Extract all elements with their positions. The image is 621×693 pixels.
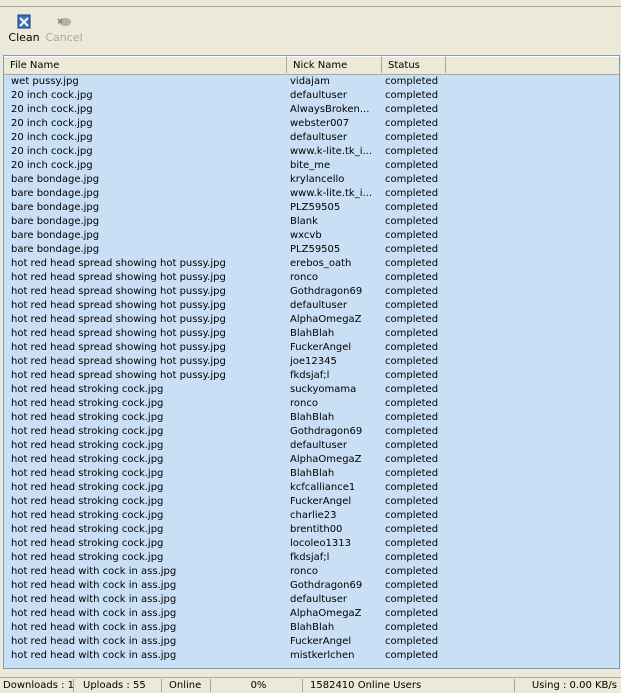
table-row[interactable] (4, 369, 619, 383)
status-cell: completed (385, 538, 439, 549)
status-cell: completed (385, 524, 439, 535)
progress-percent: 0% (215, 679, 303, 692)
table-row[interactable] (4, 551, 619, 565)
table-row[interactable] (4, 523, 619, 537)
status-cell: completed (385, 118, 439, 129)
status-cell: completed (385, 328, 439, 339)
file-name-cell: hot red head stroking cock.jpg (11, 496, 164, 507)
table-row[interactable] (4, 635, 619, 649)
nick-name-cell: BlahBlah (290, 622, 335, 633)
table-row[interactable] (4, 649, 619, 663)
table-row[interactable] (4, 355, 619, 369)
table-row[interactable] (4, 187, 619, 201)
nick-name-cell: krylancello (290, 174, 345, 185)
table-row[interactable] (4, 341, 619, 355)
status-cell: completed (385, 454, 439, 465)
status-cell: completed (385, 552, 439, 563)
table-row[interactable] (4, 467, 619, 481)
status-cell: completed (385, 622, 439, 633)
nick-name-cell: kcfcalliance1 (290, 482, 356, 493)
status-cell: completed (385, 202, 439, 213)
status-cell: completed (385, 244, 439, 255)
bandwidth-usage: Using : 0.00 KB/s (531, 680, 617, 691)
uploads-count: Uploads : 55 (80, 679, 162, 692)
file-name-cell: hot red head with cock in ass.jpg (11, 622, 177, 633)
file-name-cell: hot red head spread showing hot pussy.jpg (11, 300, 226, 311)
status-cell: completed (385, 160, 439, 171)
table-row[interactable] (4, 565, 619, 579)
list-rows (4, 75, 619, 663)
file-name-cell: hot red head spread showing hot pussy.jpg (11, 314, 226, 325)
nick-name-cell: locoleo1313 (290, 538, 352, 549)
nick-name-cell: vidajam (290, 76, 330, 87)
status-cell: completed (385, 412, 439, 423)
nick-name-cell: www.k-lite.tk_i... (290, 146, 373, 157)
file-name-cell: bare bondage.jpg (11, 174, 100, 185)
status-cell: completed (385, 356, 439, 367)
table-row[interactable] (4, 75, 619, 89)
table-row[interactable] (4, 285, 619, 299)
table-row[interactable] (4, 271, 619, 285)
file-name-cell: 20 inch cock.jpg (11, 132, 93, 143)
status-cell: completed (385, 90, 439, 101)
nick-name-cell: ronco (290, 398, 318, 409)
file-name-cell: hot red head stroking cock.jpg (11, 398, 164, 409)
status-cell: completed (385, 314, 439, 325)
table-row[interactable] (4, 537, 619, 551)
cancel-button[interactable] (44, 12, 84, 48)
status-cell: completed (385, 608, 439, 619)
status-cell: completed (385, 272, 439, 283)
status-bar (0, 677, 621, 693)
status-cell: completed (385, 76, 439, 87)
file-name-cell: hot red head stroking cock.jpg (11, 440, 164, 451)
status-cell: completed (385, 440, 439, 451)
downloads-count: Downloads : 1 (0, 679, 74, 692)
cancel-icon (55, 14, 73, 30)
file-name-cell: 20 inch cock.jpg (11, 160, 93, 171)
cancel-label: Cancel (45, 31, 83, 44)
file-name-cell: hot red head spread showing hot pussy.jpg (11, 272, 226, 283)
clean-icon (15, 14, 33, 30)
table-row[interactable] (4, 453, 619, 467)
nick-name-cell: Blank (290, 216, 318, 227)
file-name-cell: hot red head with cock in ass.jpg (11, 566, 177, 577)
status-cell: completed (385, 174, 439, 185)
column-header-empty (446, 56, 619, 73)
file-name-cell: hot red head spread showing hot pussy.jpg (11, 286, 226, 297)
table-row[interactable] (4, 173, 619, 187)
table-row[interactable] (4, 383, 619, 397)
nick-name-cell: BlahBlah (290, 412, 335, 423)
table-row[interactable] (4, 593, 619, 607)
table-row[interactable] (4, 481, 619, 495)
table-row[interactable] (4, 313, 619, 327)
file-name-cell: hot red head stroking cock.jpg (11, 482, 164, 493)
nick-name-cell: PLZ59505 (290, 202, 341, 213)
table-row[interactable] (4, 579, 619, 593)
file-name-cell: hot red head spread showing hot pussy.jpg (11, 356, 226, 367)
nick-name-cell: AlwaysBroken... (290, 104, 370, 115)
nick-name-cell: Gothdragon69 (290, 286, 363, 297)
nick-name-cell: FuckerAngel (290, 636, 352, 647)
table-row[interactable] (4, 397, 619, 411)
nick-name-cell: joe12345 (290, 356, 337, 367)
status-cell: completed (385, 132, 439, 143)
file-name-cell: hot red head with cock in ass.jpg (11, 608, 177, 619)
nick-name-cell: BlahBlah (290, 468, 335, 479)
nick-name-cell: bite_me (290, 160, 331, 171)
online-users: 1582410 Online Users (307, 679, 515, 692)
nick-name-cell: ronco (290, 566, 318, 577)
file-name-cell: bare bondage.jpg (11, 230, 100, 241)
nick-name-cell: defaultuser (290, 594, 347, 605)
status-cell: completed (385, 650, 439, 661)
status-cell: completed (385, 146, 439, 157)
file-name-cell: 20 inch cock.jpg (11, 146, 93, 157)
table-row[interactable] (4, 229, 619, 243)
table-row[interactable] (4, 495, 619, 509)
table-row[interactable] (4, 145, 619, 159)
table-row[interactable] (4, 607, 619, 621)
status-cell: completed (385, 636, 439, 647)
status-cell: completed (385, 482, 439, 493)
file-name-cell: hot red head spread showing hot pussy.jpg (11, 258, 226, 269)
file-name-cell: wet pussy.jpg (11, 76, 79, 87)
file-name-cell: 20 inch cock.jpg (11, 90, 93, 101)
file-name-cell: hot red head stroking cock.jpg (11, 412, 164, 423)
clean-label: Clean (8, 31, 40, 44)
table-row[interactable] (4, 117, 619, 131)
column-header-nick-name[interactable]: Nick Name (287, 56, 382, 73)
nick-name-cell: Gothdragon69 (290, 426, 363, 437)
status-cell: completed (385, 566, 439, 577)
nick-name-cell: fkdsjaf;l (290, 552, 330, 563)
nick-name-cell: brentith00 (290, 524, 343, 535)
file-name-cell: hot red head with cock in ass.jpg (11, 580, 177, 591)
status-cell: completed (385, 188, 439, 199)
nick-name-cell: erebos_oath (290, 258, 352, 269)
nick-name-cell: AlphaOmegaZ (290, 454, 362, 465)
table-row[interactable] (4, 621, 619, 635)
status-cell: completed (385, 230, 439, 241)
file-name-cell: 20 inch cock.jpg (11, 118, 93, 129)
nick-name-cell: PLZ59505 (290, 244, 341, 255)
nick-name-cell: FuckerAngel (290, 496, 352, 507)
table-row[interactable] (4, 215, 619, 229)
status-cell: completed (385, 216, 439, 227)
status-cell: completed (385, 342, 439, 353)
connection-status: Online (166, 679, 211, 692)
table-row[interactable] (4, 327, 619, 341)
file-name-cell: hot red head spread showing hot pussy.jpg (11, 342, 226, 353)
status-cell: completed (385, 398, 439, 409)
table-row[interactable] (4, 131, 619, 145)
nick-name-cell: AlphaOmegaZ (290, 314, 362, 325)
file-name-cell: hot red head stroking cock.jpg (11, 454, 164, 465)
window-top-edge (0, 0, 621, 7)
table-row[interactable] (4, 89, 619, 103)
nick-name-cell: AlphaOmegaZ (290, 608, 362, 619)
column-header-file-name[interactable]: File Name (4, 56, 287, 73)
status-cell: completed (385, 496, 439, 507)
file-name-cell: bare bondage.jpg (11, 244, 100, 255)
table-row[interactable] (4, 299, 619, 313)
status-cell: completed (385, 300, 439, 311)
table-row[interactable] (4, 243, 619, 257)
file-name-cell: hot red head stroking cock.jpg (11, 552, 164, 563)
file-name-cell: hot red head stroking cock.jpg (11, 538, 164, 549)
table-row[interactable] (4, 425, 619, 439)
status-cell: completed (385, 286, 439, 297)
nick-name-cell: webster007 (290, 118, 350, 129)
status-cell: completed (385, 104, 439, 115)
file-name-cell: hot red head stroking cock.jpg (11, 524, 164, 535)
table-row[interactable] (4, 257, 619, 271)
nick-name-cell: defaultuser (290, 300, 347, 311)
nick-name-cell: defaultuser (290, 132, 347, 143)
file-name-cell: bare bondage.jpg (11, 202, 100, 213)
nick-name-cell: Gothdragon69 (290, 580, 363, 591)
file-name-cell: hot red head spread showing hot pussy.jpg (11, 328, 226, 339)
nick-name-cell: fkdsjaf;l (290, 370, 330, 381)
nick-name-cell: defaultuser (290, 440, 347, 451)
table-row[interactable] (4, 103, 619, 117)
column-header-status[interactable]: Status (382, 56, 446, 73)
toolbar (0, 7, 621, 49)
file-name-cell: hot red head stroking cock.jpg (11, 510, 164, 521)
status-cell: completed (385, 384, 439, 395)
status-cell: completed (385, 510, 439, 521)
nick-name-cell: BlahBlah (290, 328, 335, 339)
file-name-cell: hot red head stroking cock.jpg (11, 468, 164, 479)
status-cell: completed (385, 370, 439, 381)
file-name-cell: bare bondage.jpg (11, 216, 100, 227)
table-row[interactable] (4, 509, 619, 523)
table-row[interactable] (4, 411, 619, 425)
table-row[interactable] (4, 439, 619, 453)
list-header (4, 56, 619, 75)
table-row[interactable] (4, 159, 619, 173)
file-name-cell: hot red head with cock in ass.jpg (11, 650, 177, 661)
status-cell: completed (385, 258, 439, 269)
clean-button[interactable] (4, 12, 44, 48)
table-row[interactable] (4, 201, 619, 215)
nick-name-cell: www.k-lite.tk_i... (290, 188, 373, 199)
nick-name-cell: FuckerAngel (290, 342, 352, 353)
status-cell: completed (385, 468, 439, 479)
status-cell: completed (385, 580, 439, 591)
file-name-cell: hot red head stroking cock.jpg (11, 426, 164, 437)
file-name-cell: hot red head stroking cock.jpg (11, 384, 164, 395)
file-name-cell: hot red head spread showing hot pussy.jpg (11, 370, 226, 381)
nick-name-cell: defaultuser (290, 90, 347, 101)
file-name-cell: hot red head with cock in ass.jpg (11, 594, 177, 605)
nick-name-cell: mistkerlchen (290, 650, 355, 661)
file-name-cell: bare bondage.jpg (11, 188, 100, 199)
nick-name-cell: wxcvb (290, 230, 322, 241)
status-cell: completed (385, 426, 439, 437)
status-cell: completed (385, 594, 439, 605)
nick-name-cell: charlie23 (290, 510, 337, 521)
file-name-cell: 20 inch cock.jpg (11, 104, 93, 115)
transfer-list[interactable] (3, 55, 620, 669)
file-name-cell: hot red head with cock in ass.jpg (11, 636, 177, 647)
nick-name-cell: ronco (290, 272, 318, 283)
nick-name-cell: suckyomama (290, 384, 357, 395)
